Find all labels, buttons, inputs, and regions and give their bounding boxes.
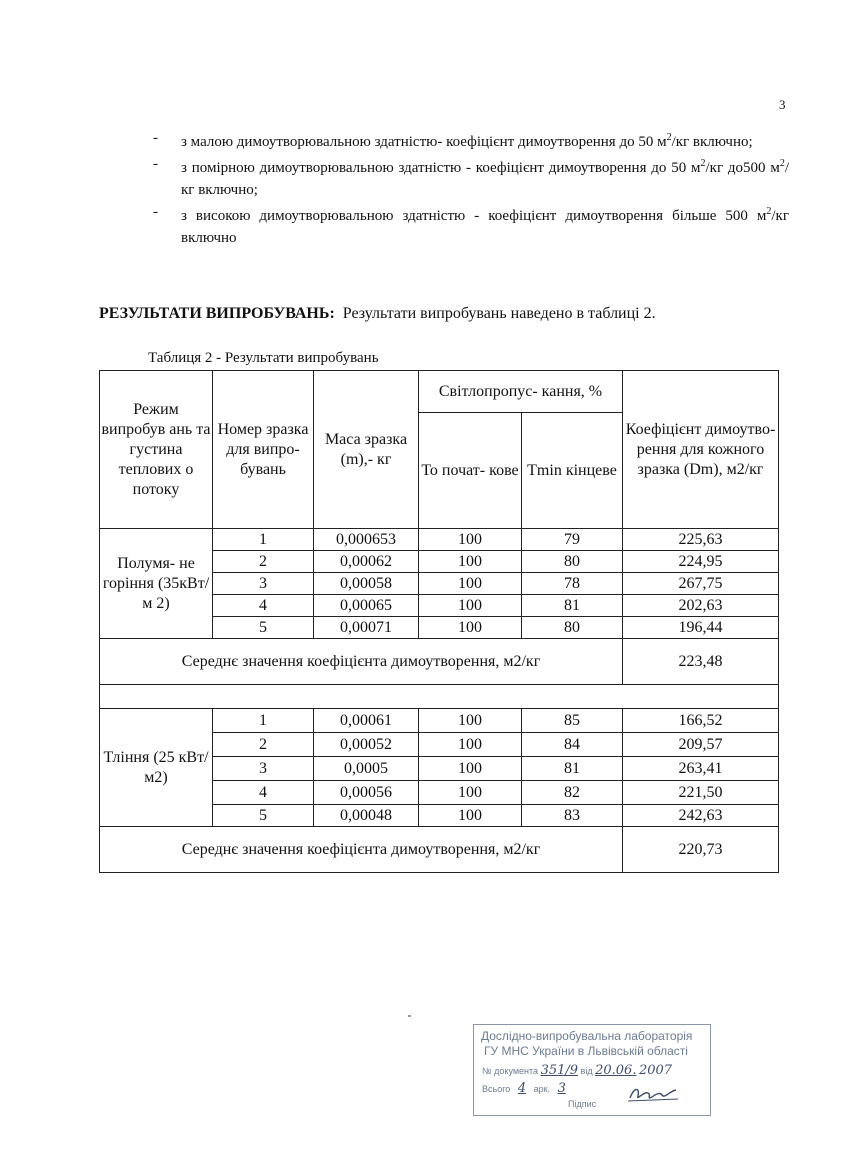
cell-sample: 3 — [213, 757, 314, 781]
stamp-doc-row — [482, 1063, 672, 1078]
cell-sample: 2 — [213, 551, 314, 573]
bullet-text: з малою димоутворювальною здатністю- коефіцієнт димоутворення до 50 $м^2/кг$ включно; — [181, 132, 753, 150]
cell-t0: 100 — [419, 617, 522, 639]
cell-mass: 0,00061 — [314, 709, 419, 733]
average-row — [100, 639, 779, 685]
cell-coef: 221,50 — [623, 781, 779, 805]
stamp-total-row — [482, 1081, 566, 1096]
stamp-doc-label: № документа — [482, 1066, 539, 1076]
average-value: 223,48 — [623, 639, 779, 685]
cell-t0: 100 — [419, 709, 522, 733]
average-row — [100, 827, 779, 873]
cell-mass: 0,0005 — [314, 757, 419, 781]
cell-mass: 0,00058 — [314, 573, 419, 595]
bullet-item — [153, 153, 789, 201]
cell-sample: 1 — [213, 709, 314, 733]
cell-coef: 166,52 — [623, 709, 779, 733]
cell-coef: 267,75 — [623, 573, 779, 595]
bullet-item — [153, 127, 789, 153]
bullet-item — [153, 201, 789, 249]
table-row — [100, 709, 779, 733]
stamp-doc-number: 351/9 — [540, 1063, 579, 1078]
cell-sample: 5 — [213, 617, 314, 639]
stamp-sign-label: Підпис — [568, 1099, 597, 1109]
bullet-list — [153, 127, 789, 249]
mode-flaming: Полумя- не горіння (35кВт/м 2) — [100, 529, 213, 639]
cell-tmin: 80 — [522, 617, 623, 639]
stamp-year: 2007 — [638, 1063, 673, 1078]
cell-tmin: 85 — [522, 709, 623, 733]
table-header-row — [100, 371, 779, 413]
header-mass: Маса зразка (m),- кг — [314, 371, 419, 529]
stamp-from-label: від — [580, 1066, 593, 1076]
cell-coef: 209,57 — [623, 733, 779, 757]
bullet-dash: - — [153, 130, 158, 146]
spacer-cell — [100, 685, 779, 709]
header-mode: Режим випробув ань та густина теплових о потоку — [100, 371, 213, 529]
scan-speck — [408, 1015, 411, 1017]
stamp-page-label: арк. — [533, 1084, 551, 1094]
cell-mass: 0,00048 — [314, 805, 419, 827]
stamp-line2: ГУ МНС України в Львівській області — [484, 1044, 688, 1058]
stamp-line1: Дослідно-випробувальна лабораторія — [481, 1029, 693, 1043]
cell-t0: 100 — [419, 733, 522, 757]
signature-icon — [626, 1083, 682, 1105]
results-paragraph — [99, 305, 779, 323]
cell-t0: 100 — [419, 595, 522, 617]
header-coefficient: Коефіцієнт димоутво- рення для кожного зразка (Dm), м2/кг — [623, 371, 779, 529]
cell-t0: 100 — [419, 781, 522, 805]
stamp-date: 20.06. — [595, 1063, 637, 1078]
cell-t0: 100 — [419, 551, 522, 573]
average-label: Середнє значення коефіцієнта димоутворення, м2/кг — [100, 639, 623, 685]
results-heading: РЕЗУЛЬТАТИ ВИПРОБУВАНЬ: — [99, 305, 335, 322]
cell-tmin: 80 — [522, 551, 623, 573]
bullet-dash: - — [153, 156, 158, 172]
spacer-row — [100, 685, 779, 709]
table-row — [100, 529, 779, 551]
cell-t0: 100 — [419, 573, 522, 595]
cell-coef: 196,44 — [623, 617, 779, 639]
cell-t0: 100 — [419, 805, 522, 827]
cell-coef: 224,95 — [623, 551, 779, 573]
bullet-text: з високою димоутворювальною здатністю - коефіцієнт димоутворення більше 500 $м^2/кг$ включно — [181, 206, 789, 246]
cell-coef: 202,63 — [623, 595, 779, 617]
cell-sample: 3 — [213, 573, 314, 595]
bullet-text: з помірною димоутворювальною здатністю - коефіцієнт димоутворення до 50 $м^2/кг$ до500 $м^2/кг$ включно; — [181, 158, 789, 198]
results-text: Результати випробувань наведено в таблиці 2. — [342, 305, 656, 322]
stamp-sign-row — [568, 1099, 596, 1109]
cell-sample: 2 — [213, 733, 314, 757]
cell-mass: 0,00065 — [314, 595, 419, 617]
header-light-transmission: Світлопропус- кання, % — [419, 371, 623, 413]
header-sample: Номер зразка для випро- бувань — [213, 371, 314, 529]
cell-tmin: 82 — [522, 781, 623, 805]
cell-mass: 0,00052 — [314, 733, 419, 757]
lab-stamp — [473, 1024, 711, 1116]
cell-sample: 1 — [213, 529, 314, 551]
cell-tmin: 84 — [522, 733, 623, 757]
cell-sample: 4 — [213, 595, 314, 617]
cell-sample: 4 — [213, 781, 314, 805]
cell-t0: 100 — [419, 757, 522, 781]
cell-tmin: 78 — [522, 573, 623, 595]
cell-mass: 0,00056 — [314, 781, 419, 805]
bullet-dash: - — [153, 204, 158, 220]
stamp-total-label: Всього — [482, 1084, 511, 1094]
header-tmin: Tmin кінцеве — [522, 413, 623, 529]
cell-mass: 0,00071 — [314, 617, 419, 639]
average-label: Середнє значення коефіцієнта димоутворення, м2/кг — [100, 827, 623, 873]
cell-coef: 242,63 — [623, 805, 779, 827]
mode-smouldering: Тління (25 кВт/м2) — [100, 709, 213, 827]
table-caption: Таблиця 2 - Результати випробувань — [148, 350, 379, 366]
header-t0: То почат- кове — [419, 413, 522, 529]
results-table — [99, 370, 779, 873]
stamp-total: 4 — [517, 1081, 527, 1096]
cell-tmin: 79 — [522, 529, 623, 551]
cell-tmin: 81 — [522, 595, 623, 617]
cell-coef: 225,63 — [623, 529, 779, 551]
average-value: 220,73 — [623, 827, 779, 873]
page-number: 3 — [779, 97, 786, 112]
cell-mass: 0,000653 — [314, 529, 419, 551]
stamp-page: 3 — [557, 1081, 566, 1096]
cell-coef: 263,41 — [623, 757, 779, 781]
cell-tmin: 83 — [522, 805, 623, 827]
cell-t0: 100 — [419, 529, 522, 551]
cell-mass: 0,00062 — [314, 551, 419, 573]
cell-tmin: 81 — [522, 757, 623, 781]
cell-sample: 5 — [213, 805, 314, 827]
